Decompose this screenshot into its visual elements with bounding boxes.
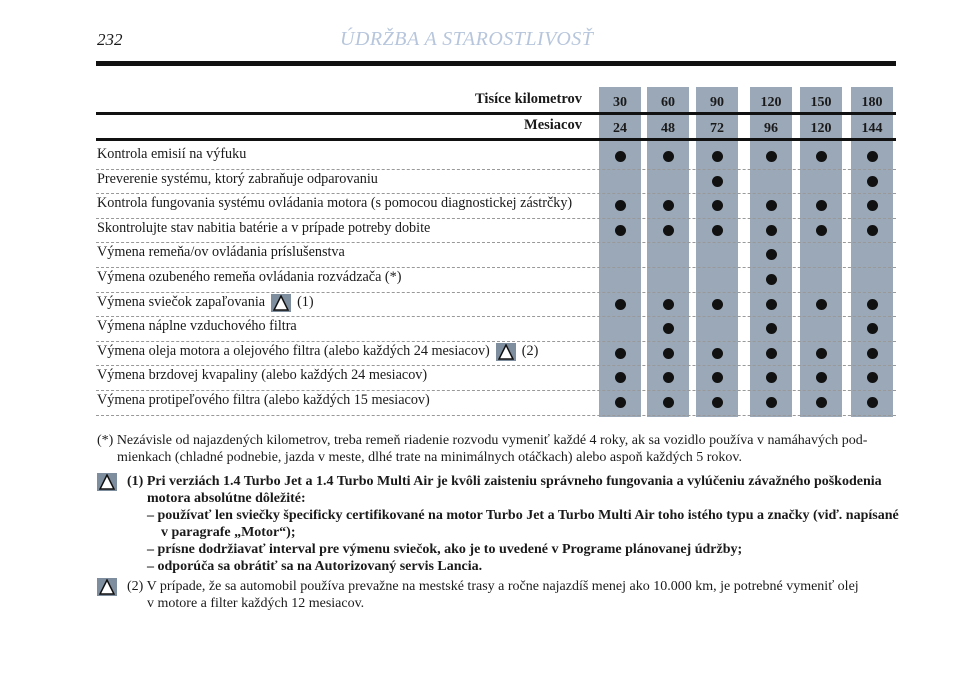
warning-triangle-icon <box>97 473 117 491</box>
row-label <box>97 146 246 163</box>
row-label <box>97 244 345 261</box>
row-divider <box>96 242 896 243</box>
row-label <box>97 195 572 212</box>
header-rule-months <box>96 138 896 141</box>
note-2: (2) V prípade, že sa automobil používa prevažne na mestské trasy a ročne najazdíš menej ako 10.000 km, je potrebné vymeniť olej v motore a filter každých 12 mesiacov. <box>127 579 859 611</box>
maintenance-dot <box>867 299 878 310</box>
row-divider <box>96 292 896 293</box>
maintenance-dot <box>663 372 674 383</box>
row-note-ref: (1) <box>297 294 314 311</box>
maintenance-dot <box>867 323 878 334</box>
maintenance-dot <box>712 176 723 187</box>
maintenance-dot <box>867 176 878 187</box>
row-label <box>97 294 314 312</box>
maintenance-dot <box>663 397 674 408</box>
row-label <box>97 171 378 188</box>
row-divider <box>96 365 896 366</box>
page-title: ÚDRŽBA A STAROSTLIVOSŤ <box>340 28 594 50</box>
maintenance-dot <box>712 151 723 162</box>
row-label-text: Výmena remeňa/ov ovládania príslušenstva <box>97 244 345 261</box>
row-label-text: Skontrolujte stav nabitia batérie a v prípade potreby dobite <box>97 219 431 236</box>
maintenance-dot <box>663 200 674 211</box>
row-label-text: Kontrola emisií na výfuku <box>97 146 247 162</box>
km-label: Tisíce kilometrov <box>475 91 582 107</box>
row-label <box>97 392 430 409</box>
maintenance-dot <box>615 372 626 383</box>
maintenance-dot <box>766 151 777 162</box>
maintenance-dot <box>712 348 723 359</box>
row-label <box>97 367 427 384</box>
maintenance-dot <box>816 397 827 408</box>
maintenance-dot <box>766 323 777 334</box>
row-label <box>97 269 401 286</box>
maintenance-dot <box>816 348 827 359</box>
months-value: 24 <box>613 121 627 136</box>
maintenance-dot <box>816 225 827 236</box>
maintenance-dot <box>615 348 626 359</box>
months-value: 144 <box>861 121 883 136</box>
row-label-text: Výmena oleja motora a olejového filtra (alebo každých 24 mesiacov) <box>97 343 490 360</box>
maintenance-dot <box>766 348 777 359</box>
maintenance-dot <box>867 225 878 236</box>
maintenance-dot <box>663 225 674 236</box>
km-value: 90 <box>710 95 724 110</box>
maintenance-dot <box>712 200 723 211</box>
maintenance-dot <box>867 348 878 359</box>
months-label: Mesiacov <box>524 117 582 133</box>
maintenance-dot <box>766 299 777 310</box>
maintenance-dot <box>766 200 777 211</box>
maintenance-dot <box>766 372 777 383</box>
row-divider <box>96 341 896 342</box>
maintenance-dot <box>615 151 626 162</box>
row-label-text: Výmena protipeľového filtra (alebo každých 15 mesiacov) <box>97 392 430 408</box>
maintenance-dot <box>712 372 723 383</box>
warning-triangle-icon <box>271 294 291 312</box>
page-number: 232 <box>97 30 123 49</box>
maintenance-dot <box>712 299 723 310</box>
row-divider <box>96 169 896 170</box>
maintenance-dot <box>867 397 878 408</box>
maintenance-dot <box>816 151 827 162</box>
maintenance-dot <box>766 397 777 408</box>
km-value: 60 <box>661 95 675 110</box>
maintenance-dot <box>867 372 878 383</box>
warning-triangle-icon <box>496 343 516 361</box>
row-divider <box>96 390 896 391</box>
maintenance-dot <box>712 397 723 408</box>
months-value: 120 <box>810 121 832 136</box>
row-label <box>97 343 538 361</box>
maintenance-dot <box>615 299 626 310</box>
km-value: 120 <box>760 95 782 110</box>
maintenance-dot <box>663 323 674 334</box>
row-divider <box>96 218 896 219</box>
months-value: 48 <box>661 121 675 136</box>
maintenance-dot <box>615 225 626 236</box>
maintenance-dot <box>615 397 626 408</box>
maintenance-dot <box>766 274 777 285</box>
row-label-text: Výmena brzdovej kvapaliny (alebo každých 24 mesiacov) <box>97 367 428 384</box>
maintenance-dot <box>712 225 723 236</box>
months-value: 96 <box>764 121 778 136</box>
note-1: (1) Pri verziách 1.4 Turbo Jet a 1.4 Turbo Multi Air je kvôli zaisteniu správneho fungovania a vylúčeniu závažného poškodenia motora absolútne dôležité: – používať len sviečky špecificky certifikované na motor Turbo Jet a Turbo Multi Air toho istého typu a značky (viď. napísané v paragrafe „Motor“); – prísne dodržiavať interval pre výmenu sviečok, ako je to uvedené v Programe plánovanej údržby; – odporúča sa obrátiť sa na Autorizovaný servis Lancia. <box>127 474 899 574</box>
row-label-text: Výmena sviečok zapaľovania <box>97 294 266 311</box>
row-label-text: Výmena ozubeného remeňa ovládania rozvádzača (*) <box>97 269 402 285</box>
maintenance-dot <box>867 200 878 211</box>
maintenance-dot <box>816 200 827 211</box>
maintenance-dot <box>816 372 827 383</box>
months-value: 72 <box>710 121 724 136</box>
maintenance-dot <box>766 225 777 236</box>
km-value: 30 <box>613 95 627 110</box>
header-rule <box>96 61 896 66</box>
row-divider <box>96 267 896 268</box>
maintenance-dot <box>663 348 674 359</box>
header-rule-km <box>96 112 896 115</box>
km-value: 150 <box>810 95 832 110</box>
maintenance-dot <box>766 249 777 260</box>
maintenance-dot <box>867 151 878 162</box>
maintenance-dot <box>816 299 827 310</box>
km-value: 180 <box>861 95 883 110</box>
row-note-ref: (2) <box>521 343 539 360</box>
row-label <box>97 220 430 237</box>
maintenance-dot <box>663 299 674 310</box>
row-label <box>97 318 297 335</box>
footnote-star: (*) Nezávisle od najazdených kilometrov, treba remeň riadenie rozvodu vymeniť každé 4 roky, ak sa vozidlo používa v namáhavých pod- mienkach (chladné podnebie, jazda v meste, dlhé trate na minimálnych otáčkach) alebo aspoň každých 5 rokov. <box>97 433 868 465</box>
row-divider <box>96 316 896 317</box>
warning-triangle-icon <box>97 578 117 596</box>
row-label-text: Preverenie systému, ktorý zabraňuje odparovaniu <box>97 170 378 187</box>
maintenance-dot <box>663 151 674 162</box>
row-divider <box>96 415 896 416</box>
row-divider <box>96 193 896 194</box>
maintenance-dot <box>615 200 626 211</box>
row-label-text: Kontrola fungovania systému ovládania motora (s pomocou diagnostickej zástrčky) <box>97 195 573 212</box>
row-label-text: Výmena náplne vzduchového filtra <box>97 318 297 335</box>
